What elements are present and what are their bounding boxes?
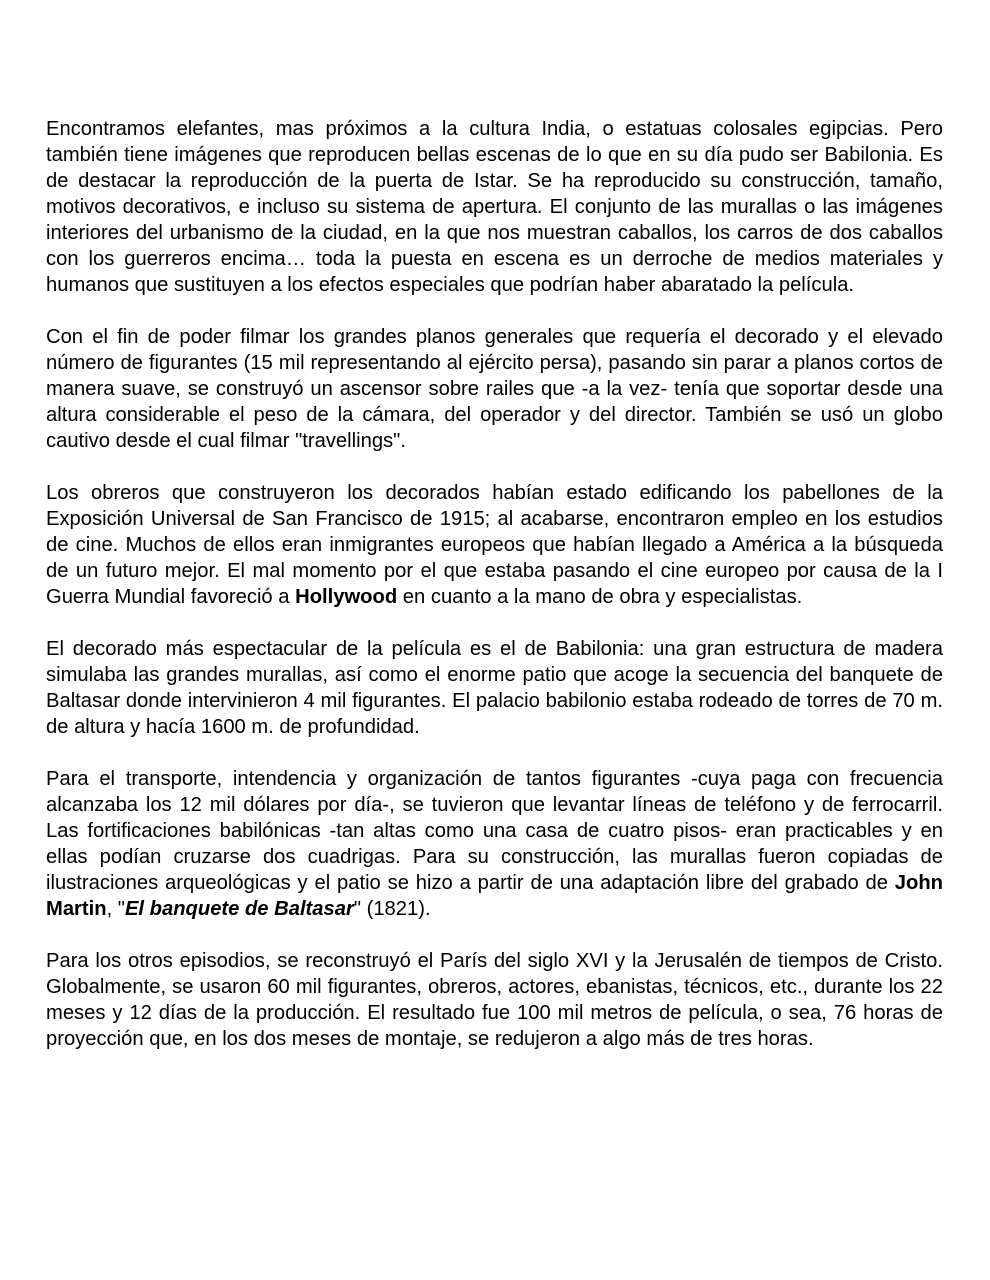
paragraph-1 [46,116,943,298]
banquete-title-bold-italic: El banquete de Baltasar [124,898,354,920]
paragraph-3-text-b: en cuanto a la mano de obra y especialistas. [397,586,803,608]
paragraph-5 [46,766,943,922]
paragraph-6-text: Para los otros episodios, se reconstruyó el París del siglo XVI y la Jerusalén de tiempos de Cristo. Globalmente, se usaron 60 mil figurantes, obreros, actores, ebanistas, técnicos, etc., durante los 22 meses y 12 días de la producción. El resultado fue 100 mil metros de película, o sea, 76 horas de proyección que, en los dos meses de montaje, se redujeron a algo más de tres horas. [46,950,943,1050]
paragraph-5-text-c: " (1821). [353,898,431,920]
paragraph-1-text: Encontramos elefantes, mas próximos a la cultura India, o estatuas colosales egipcias. Pero también tiene imágenes que reproducen bellas escenas de lo que en su día pudo ser Babilonia. Es de destacar la reproducción de la puerta de Istar. Se ha reproducido su construcción, tamaño, motivos decorativos, e incluso su sistema de apertura. El conjunto de las murallas o las imágenes interiores del urbanismo de la ciudad, en la que nos muestran caballos, los carros de dos caballos con los guerreros encima… toda la puesta en escena es un derroche de medios materiales y humanos que sustituyen a los efectos especiales que podrían haber abaratado la película. [46,118,943,296]
paragraph-2-text: Con el fin de poder filmar los grandes planos generales que requería el decorado y el elevado número de figurantes (15 mil representando al ejército persa), pasando sin parar a planos cortos de manera suave, se construyó un ascensor sobre railes que -a la vez- tenía que soportar desde una altura considerable el peso de la cámara, del operador y del director. También se usó un globo cautivo desde el cual filmar "travellings". [46,326,943,452]
paragraph-3 [46,480,943,610]
paragraph-2 [46,324,943,454]
paragraph-6 [46,948,943,1052]
paragraph-5-text-a: Para el transporte, intendencia y organización de tantos figurantes -cuya paga con frecuencia alcanzaba los 12 mil dólares por día-, se tuvieron que levantar líneas de teléfono y de ferrocarril. Las fortificaciones babilónicas -tan altas como una casa de cuatro pisos- eran practicables y en ellas podían cruzarse dos cuadrigas. Para su construcción, las murallas fueron copiadas de ilustraciones arqueológicas y el patio se hizo a partir de una adaptación libre del grabado de [46,768,943,894]
john-martin-bold-name: John Martin [46,872,943,920]
paragraph-5-text-b: , " [106,898,125,920]
hollywood-bold-term: Hollywood [295,586,398,608]
paragraph-4-text: El decorado más espectacular de la película es el de Babilonia: una gran estructura de madera simulaba las grandes murallas, así como el enorme patio que acoge la secuencia del banquete de Baltasar donde intervinieron 4 mil figurantes. El palacio babilonio estaba rodeado de torres de 70 m. de altura y hacía 1600 m. de profundidad. [46,638,943,738]
paragraph-3-text-a: Los obreros que construyeron los decorados habían estado edificando los pabellones de la Exposición Universal de San Francisco de 1915; al acabarse, encontraron empleo en los estudios de cine. Muchos de ellos eran inmigrantes europeos que habían llegado a América a la búsqueda de un futuro mejor. El mal momento por el que estaba pasando el cine europeo por causa de la I Guerra Mundial favoreció a [46,482,943,608]
document-page [46,116,943,1078]
paragraph-4 [46,636,943,740]
